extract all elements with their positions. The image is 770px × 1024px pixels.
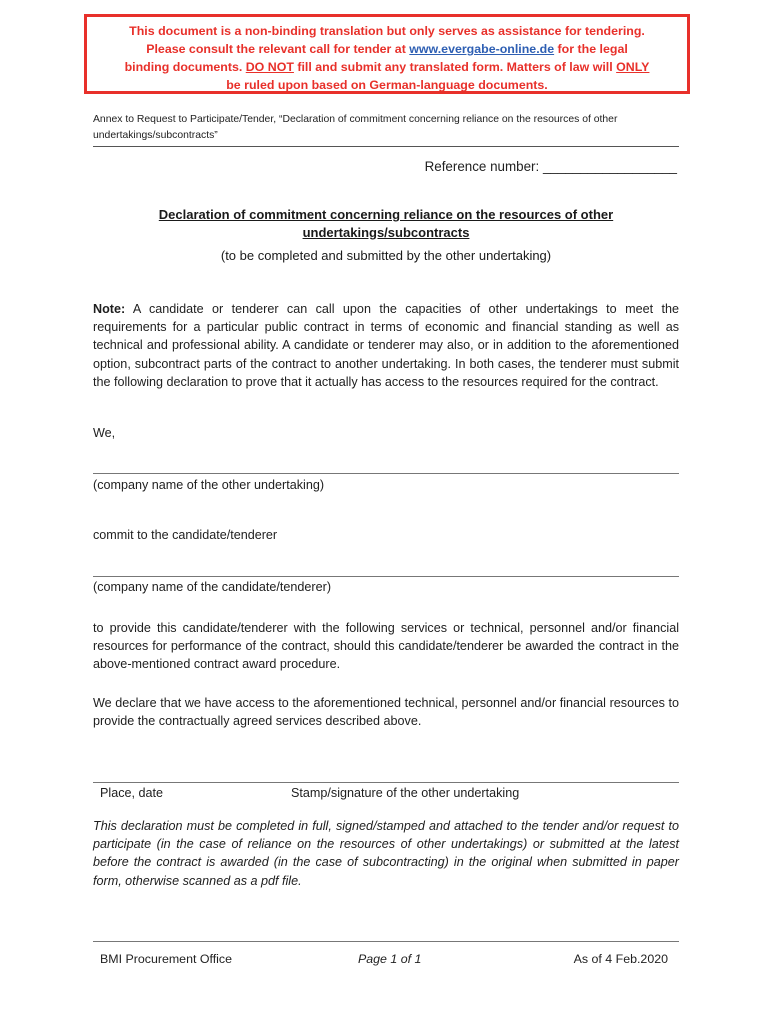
commit-text: commit to the candidate/tenderer bbox=[93, 528, 278, 542]
footer-divider bbox=[93, 941, 679, 942]
disclaimer-text: binding documents. bbox=[124, 60, 246, 74]
reference-number-field[interactable]: Reference number: __________________ bbox=[424, 159, 677, 174]
evergabe-link[interactable]: www.evergabe-online.de bbox=[409, 42, 555, 56]
signature-input-line[interactable] bbox=[93, 782, 679, 783]
disclaimer-text: for the legal bbox=[554, 42, 628, 56]
disclaimer-text: fill and submit any translated form. Matters of law will bbox=[293, 60, 617, 74]
disclaimer-line-3 bbox=[97, 58, 677, 76]
disclaimer-text: Please consult the relevant call for tender at bbox=[146, 42, 410, 56]
instruction-paragraph: This declaration must be completed in full, signed/stamped and attached to the tender and/or request to participate (in the case of reliance on the resources of other undertakings) or submitted at the latest before the contract is awarded (in the case of subcontracting) in the original when submitted in paper form, otherwise scanned as a pdf file. bbox=[93, 819, 679, 888]
stamp-signature-label: Stamp/signature of the other undertaking bbox=[291, 786, 520, 800]
note-paragraph bbox=[93, 300, 679, 391]
do-not-emphasis: DO NOT bbox=[245, 60, 294, 74]
annex-header: Annex to Request to Participate/Tender, “Declaration of commitment concerning reliance on the resources of other undertakings/subcontracts” bbox=[93, 112, 679, 147]
document-subtitle: (to be completed and submitted by the other undertaking) bbox=[220, 248, 552, 263]
only-emphasis: ONLY bbox=[616, 60, 650, 74]
place-date-label: Place, date bbox=[100, 786, 164, 800]
provide-paragraph: to provide this candidate/tenderer with the following services or technical, personnel and/or financial resources for performance of the contract, should this candidate/tenderer be awarded the contract in the above-mentioned contract award procedure. bbox=[93, 621, 679, 672]
note-text: A candidate or tenderer can call upon the capacities of other undertakings to meet the requirements for a particular public contract in terms of economic and financial standing as well as technical and professional ability. A candidate or tenderer may also, or in addition to the aforementioned option, subcontract parts of the contract to another undertaking. In both cases, the tenderer must submit the following declaration to prove that it actually has access to the resources required for the contract. bbox=[93, 302, 679, 389]
disclaimer-line-2 bbox=[97, 40, 677, 58]
disclaimer-line-1: This document is a non-binding translation but only serves as assistance for tendering. bbox=[129, 24, 645, 38]
disclaimer-line-4: be ruled upon based on German-language documents. bbox=[226, 78, 548, 92]
footer-page-number: Page 1 of 1 bbox=[358, 952, 422, 966]
declare-paragraph: We declare that we have access to the aforementioned technical, personnel and/or financial resources to provide the contractually agreed services described above. bbox=[93, 696, 679, 729]
company-candidate-input-line[interactable] bbox=[93, 576, 679, 577]
company-candidate-label: (company name of the candidate/tenderer) bbox=[93, 580, 332, 594]
document-title: Declaration of commitment concerning reliance on the resources of other undertakings/subcontracts bbox=[158, 207, 614, 240]
note-label: Note: bbox=[93, 302, 126, 316]
footer-office: BMI Procurement Office bbox=[100, 952, 232, 966]
footer-date: As of 4 Feb.2020 bbox=[573, 952, 668, 966]
company-other-label: (company name of the other undertaking) bbox=[93, 478, 325, 492]
translation-disclaimer-box bbox=[84, 14, 690, 94]
company-other-input-line[interactable] bbox=[93, 473, 679, 474]
we-label: We, bbox=[93, 426, 116, 440]
